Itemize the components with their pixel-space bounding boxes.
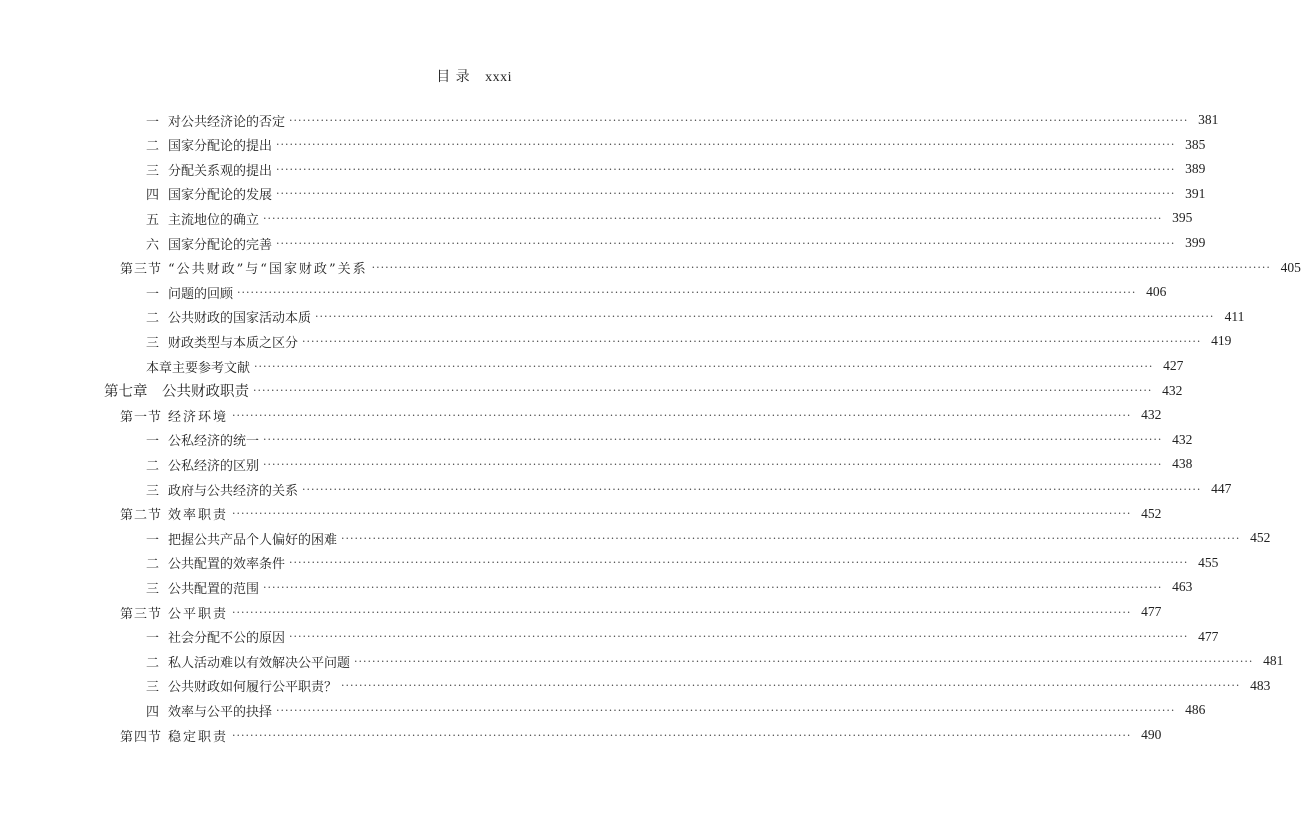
leader-dots: ········································································································································································································ — [276, 138, 1176, 152]
toc-entry-label — [146, 430, 259, 449]
toc-entry — [146, 282, 1167, 302]
toc-entry — [146, 110, 1219, 130]
toc-entry-page: 481 — [1263, 653, 1284, 669]
toc-entry-title: 国家分配论的发展 — [168, 188, 273, 204]
toc-entry-title: 政府与公共经济的关系 — [168, 483, 299, 499]
toc-entry-number: 一 — [146, 631, 160, 647]
header-title: 目 录 — [436, 69, 471, 85]
toc-entry-page: 389 — [1185, 161, 1206, 177]
toc-entry-page: 395 — [1172, 210, 1193, 226]
toc-entry-number: 三 — [146, 335, 160, 351]
leader-dots: ········································································································································································································ — [289, 556, 1189, 570]
leader-dots: ········································································································································································································ — [341, 531, 1241, 545]
toc-entry — [146, 135, 1206, 155]
toc-entry-number: 二 — [146, 311, 160, 327]
toc-entry-page: 432 — [1162, 382, 1183, 398]
toc-entry-number: 一 — [146, 434, 160, 450]
leader-dots: ········································································································································································································ — [315, 310, 1215, 324]
leader-dots: ········································································································································································································ — [253, 384, 1153, 398]
toc-entry — [146, 208, 1193, 228]
toc-entry-number: 第三节 — [120, 606, 163, 622]
toc-entry-label — [146, 184, 272, 203]
toc-entry — [146, 528, 1271, 548]
toc-entry — [120, 725, 1162, 745]
toc-entry-label — [120, 726, 228, 745]
leader-dots: ········································································································································································································ — [232, 408, 1132, 422]
toc-entry-page: 483 — [1250, 677, 1271, 693]
toc-entry-label — [146, 135, 272, 154]
toc-entry-title: 公平职责 — [168, 606, 229, 622]
toc-entry-page: 447 — [1211, 481, 1232, 496]
toc-entry-title: 社会分配不公的原因 — [168, 631, 286, 647]
leader-dots: ········································································································································································································ — [254, 359, 1154, 373]
toc-entry-title: 公共财政职责 — [162, 384, 249, 401]
toc-entry-page: 432 — [1172, 431, 1193, 447]
toc-entry-number: 二 — [146, 655, 160, 671]
toc-entry-page: 381 — [1198, 112, 1219, 127]
toc-entry — [146, 676, 1271, 696]
toc-entry-page: 477 — [1141, 604, 1162, 619]
toc-entry-title: 效率职责 — [168, 508, 229, 524]
toc-entry-number: 一 — [146, 114, 160, 130]
leader-dots: ········································································································································································································ — [237, 285, 1137, 299]
toc-entry-title: 公共财政的国家活动本质 — [168, 311, 312, 327]
toc-entry — [146, 553, 1219, 573]
toc-entry-number: 六 — [146, 237, 160, 253]
toc-entry-title: 公私经济的统一 — [168, 434, 260, 450]
toc-entry-page: 405 — [1280, 259, 1301, 275]
toc-entry-page: 490 — [1141, 727, 1162, 742]
toc-entry-number: 第四节 — [120, 729, 163, 745]
toc-entry-number: 一 — [146, 286, 160, 302]
toc-entry-label — [146, 701, 272, 720]
toc-entry-number: 二 — [146, 139, 160, 155]
toc-entry-label — [146, 529, 337, 548]
toc-entry-label — [146, 480, 298, 499]
leader-dots: ········································································································································································································ — [232, 507, 1132, 521]
toc-entry — [146, 430, 1193, 450]
toc-entry — [120, 504, 1162, 524]
toc-entry-label — [146, 627, 285, 646]
toc-entry-page: 432 — [1141, 407, 1162, 423]
toc-entry-page: 399 — [1185, 235, 1206, 250]
toc-entry-title: 把握公共产品个人偏好的困难 — [168, 532, 338, 548]
leader-dots: ········································································································································································································ — [289, 113, 1189, 127]
toc-entry-label — [146, 234, 272, 253]
toc-entry-number: 二 — [146, 557, 160, 573]
toc-entry-page: 427 — [1163, 358, 1184, 373]
toc-entry-page: 452 — [1141, 505, 1162, 521]
toc-entry-title: 公共配置的效率条件 — [168, 557, 286, 573]
toc-entry — [146, 577, 1193, 597]
toc-entry-page: 419 — [1211, 333, 1232, 349]
toc-entry-title: 对公共经济论的否定 — [168, 114, 286, 130]
toc-entry-title: 国家分配论的完善 — [168, 237, 273, 253]
leader-dots: ········································································································································································································ — [302, 482, 1202, 496]
toc-entry-number: 三 — [146, 581, 160, 597]
leader-dots: ········································································································································································································ — [341, 679, 1241, 693]
toc-entry-title: 本章主要参考文献 — [146, 360, 251, 376]
leader-dots: ········································································································································································································ — [263, 580, 1163, 594]
toc-entry-title: 国家分配论的提出 — [168, 139, 273, 155]
leader-dots: ········································································································································································································ — [276, 703, 1176, 717]
toc-entry-page: 385 — [1185, 136, 1206, 152]
toc-entry — [146, 184, 1206, 204]
leader-dots: ········································································································································································································ — [232, 605, 1132, 619]
toc-entry — [146, 454, 1193, 474]
toc-entry-title: 公共配置的范围 — [168, 581, 260, 597]
toc-entry-number: 三 — [146, 483, 160, 499]
toc-entry-page: 486 — [1185, 702, 1206, 718]
leader-dots: ········································································································································································································ — [276, 162, 1176, 176]
toc-entry-title: 分配关系观的提出 — [168, 163, 273, 179]
toc-entry-number: 第三节 — [120, 262, 163, 278]
toc-entry-label — [146, 357, 250, 376]
toc-entry-number: 一 — [146, 532, 160, 548]
toc-entry-number: 四 — [146, 188, 160, 204]
toc-entry-page: 411 — [1224, 308, 1245, 324]
toc-entry-number: 五 — [146, 212, 160, 228]
toc-entry-page: 463 — [1172, 579, 1193, 595]
toc-entry-label — [120, 603, 228, 622]
toc-entry-page: 438 — [1172, 456, 1193, 472]
toc-entry-label — [146, 455, 259, 474]
toc-entry-title: 主流地位的确立 — [168, 212, 260, 228]
toc-entry-label — [146, 332, 298, 351]
leader-dots: ········································································································································································································ — [371, 261, 1271, 275]
toc-entry-label — [146, 111, 285, 130]
toc-entry-title: 效率与公平的抉择 — [168, 704, 273, 720]
toc-entry-number: 第一节 — [120, 409, 163, 425]
leader-dots: ········································································································································································································ — [276, 236, 1176, 250]
toc-entry-label — [104, 380, 249, 401]
toc-entry-title: 稳定职责 — [168, 729, 229, 745]
toc-entry-number: 二 — [146, 458, 160, 474]
toc-entry-label — [146, 553, 285, 572]
leader-dots: ········································································································································································································ — [354, 654, 1254, 668]
toc-entry-page: 406 — [1146, 284, 1167, 300]
toc-entry-label — [120, 504, 228, 523]
toc-entry-number: 第七章 — [104, 384, 148, 401]
toc-entry-label — [146, 652, 350, 671]
toc-entry-number: 第二节 — [120, 508, 163, 524]
toc-entry-label — [120, 258, 368, 277]
toc-entry-number: 三 — [146, 680, 160, 696]
toc-entry — [146, 651, 1284, 671]
toc-entry-title: 财政类型与本质之区分 — [168, 335, 299, 351]
toc-entry-label — [146, 160, 272, 179]
toc-entry — [146, 233, 1206, 253]
toc-entry — [104, 381, 1183, 401]
leader-dots: ········································································································································································································ — [289, 630, 1189, 644]
toc-entry — [120, 258, 1301, 278]
toc-entry-title: 经济环境 — [168, 409, 229, 425]
toc-entry-label — [146, 307, 311, 326]
toc-entry-title: 私人活动难以有效解决公平问题 — [168, 655, 351, 671]
toc-entry — [146, 700, 1206, 720]
running-header — [0, 66, 512, 86]
toc-entry-page: 391 — [1185, 185, 1206, 201]
toc-entry-page: 452 — [1250, 530, 1271, 546]
leader-dots: ········································································································································································································ — [263, 457, 1163, 471]
toc-entry-number: 三 — [146, 163, 160, 179]
toc-entry-title: “公共财政”与“国家财政”关系 — [168, 262, 368, 278]
toc-entry — [120, 602, 1162, 622]
toc-entry — [146, 307, 1245, 327]
toc-entry-label — [146, 578, 259, 597]
toc-entry-label — [146, 209, 259, 228]
toc-entry — [146, 356, 1184, 376]
toc-entry-label — [146, 283, 233, 302]
toc-entry-title: 公私经济的区别 — [168, 458, 260, 474]
toc-entry-label — [146, 676, 337, 695]
leader-dots: ········································································································································································································ — [263, 433, 1163, 447]
toc-entry-page: 477 — [1198, 628, 1219, 644]
toc-entry — [120, 405, 1162, 425]
toc-entry — [146, 331, 1232, 351]
toc-entry — [146, 159, 1206, 179]
toc-entry — [146, 479, 1232, 499]
toc-entry-page: 455 — [1198, 554, 1219, 570]
header-page-number: xxxi — [485, 70, 512, 85]
toc-entry-title: 公共财政如何履行公平职责？ — [168, 680, 338, 696]
leader-dots: ········································································································································································································ — [263, 211, 1163, 225]
leader-dots: ········································································································································································································ — [232, 728, 1132, 742]
toc-entry-label — [120, 406, 228, 425]
leader-dots: ········································································································································································································ — [302, 334, 1202, 348]
toc-entry-title: 问题的回顾 — [168, 286, 234, 302]
leader-dots: ········································································································································································································ — [276, 187, 1176, 201]
toc-entry-number: 四 — [146, 704, 160, 720]
toc-entry — [146, 627, 1219, 647]
